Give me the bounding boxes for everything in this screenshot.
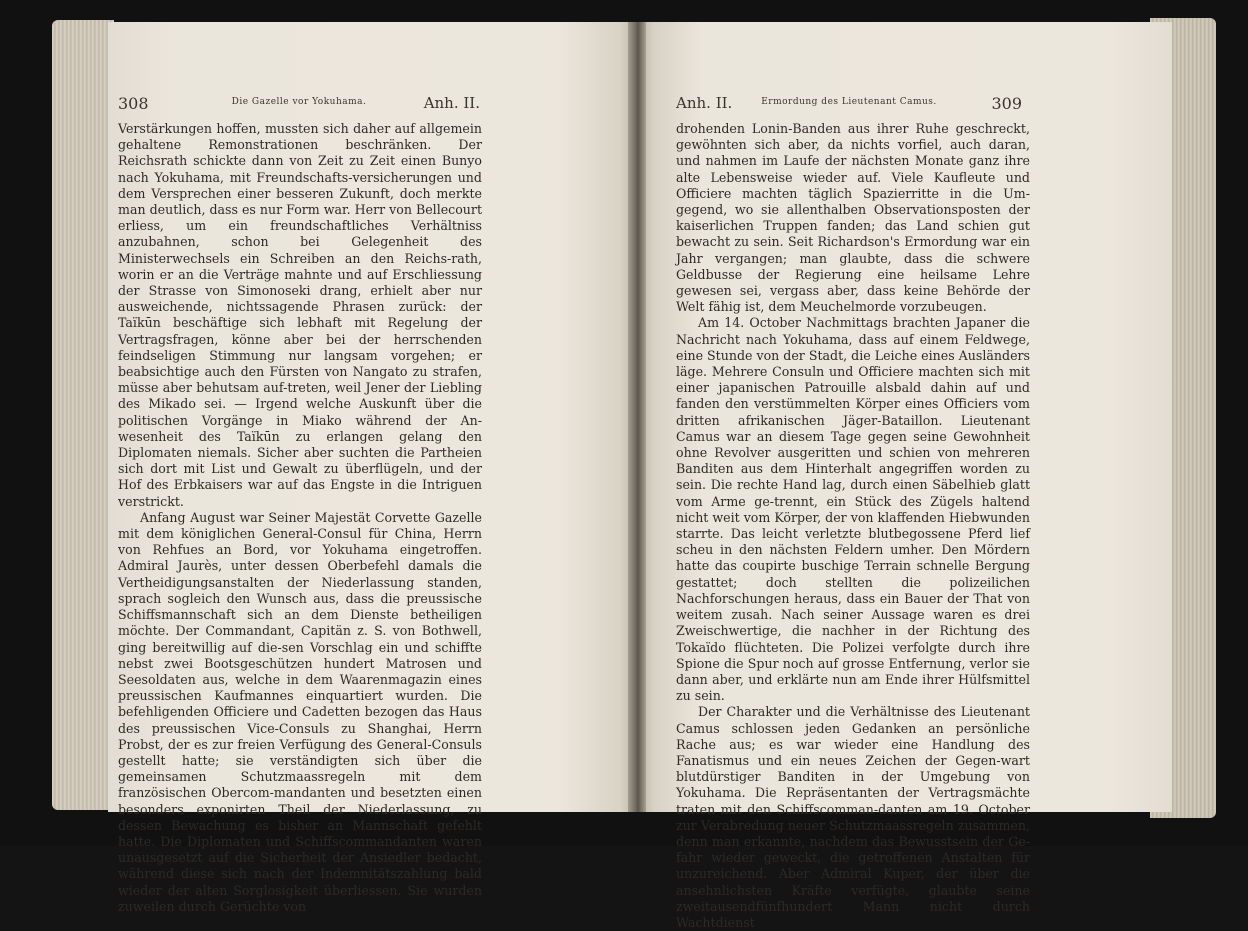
left-body-text [118,121,482,915]
left-section-label: Anh. II. [423,94,480,112]
left-paragraph: Anfang August war Seiner Majestät Corvette Gazelle mit dem königlichen General-Consul für China, Herrn von Rehfues an Bord, vor Yokuhama eingetroffen. Admiral Jaurès, unter dessen Oberbefehl damals die Vertheidigungsanstalten der Niederlassung standen, sprach sogleich den Wunsch aus, dass die preussische Schiffsmannschaft sich an dem Dienste betheiligen möchte. Der Commandant, Capitän z. S. von Bothwell, ging bereitwillig auf die-sen Vorschlag ein und schiffte nebst zwei Bootsgeschützen hundert Matrosen und Seesoldaten aus, welche in dem Waarenmagazin eines preussischen Kaufmannes einquartiert wurden. Die befehligenden Officiere und Cadetten bezogen das Haus des preussischen Vice-Consuls zu Shanghai, Herrn Probst, der es zur freien Verfügung des General-Consuls gestellt hatte; sie verständigten sich über die gemeinsamen Schutzmaassregeln mit dem französischen Obercom-mandanten und besetzten einen besonders exponirten Theil der Niederlassung, zu dessen Bewachung es bisher an Mannschaft gefehlt hatte. Die Diplomaten und Schiffscommandanten waren unausgesetzt auf die Sicherheit der Ansiedler bedacht, während diese sich nach der Indemnitätszahlung bald wieder der alten Sorglosigkeit überliessen. Sie wurden zuweilen durch Gerüchte von [118,509,482,914]
left-page-number: 308 [118,94,149,113]
right-paragraph: Am 14. October Nachmittags brachten Japaner die Nachricht nach Yokuhama, dass auf einem Feldwege, eine Stunde von der Stadt, die Leiche eines Ausländers läge. Mehrere Consuln und Officiere machten sich mit einer japanischen Patrouille alsbald dahin auf und fanden den verstümmelten Körper eines Officiers vom dritten afrikanischen Jäger-Bataillon. Lieutenant Camus war an diesem Tage gegen seine Gewohnheit ohne Revolver ausgeritten und schien von mehreren Banditen aus dem Hinterhalt angegriffen worden zu sein. Die rechte Hand lag, durch einen Säbelhieb glatt vom Arme ge-trennt, ein Stück des Zügels haltend nicht weit vom Körper, der von klaffenden Hiebwunden starrte. Das leicht verletzte blutbegossene Pferd lief scheu in den nächsten Feldern umher. Den Mördern hatte das coupirte buschige Terrain schnelle Bergung gestattet; doch stellten die polizeilichen Nachforschungen heraus, dass ein Bauer der That von weitem zusah. Nach seiner Aussage waren es drei Zweischwertige, die nachher in der Richtung des Tokaïdo flüchteten. Die Polizei verfolgte durch ihre Spione die Spur noch auf grosse Entfernung, verlor sie dann aber, und erklärte nun am Ende ihrer Hülfsmittel zu sein. [676,315,1030,704]
right-section-label: Anh. II. [676,94,733,112]
right-page-number: 309 [991,94,1022,113]
right-running-title: Ermordung des Lieutenant Camus. [761,97,937,107]
left-paragraph: Verstärkungen hoffen, mussten sich daher auf allgemein gehaltene Remonstrationen beschränken. Der Reichsrath schickte dann von Zeit zu Zeit einen Bunyo nach Yokuhama, mit Freundschafts-versicherungen und dem Versprechen einer besseren Zukunft, doch merkte man deutlich, dass es nur Form war. Herr von Bellecourt erliess, um ein freundschaftliches Verhältniss anzubahnen, schon bei Gelegenheit des Ministerwechsels ein Schreiben an den Reichs-rath, worin er an die Verträge mahnte und auf Erschliessung der Strasse von Simonoseki drang, erhielt aber nur ausweichende, nichtssagende Phrasen zurück: der Taïkūn beschäftige sich lebhaft mit Regelung der Vertragsfragen, könne aber bei der herrschenden feindseligen Stimmung nur langsam vorgehen; er beabsichtige auch den Fürsten von Nangato zu strafen, müsse aber behutsam auf-treten, weil Jener der Liebling des Mikado sei. — Irgend welche Auskunft über die politischen Vorgänge in Miako während der An-wesenheit des Taïkūn zu erlangen gelang den Diplomaten niemals. Sicher aber suchten die Partheien sich dort mit List und Gewalt zu überflügeln, und der Hof des Erbkaisers war auf das Engste in die Intriguen verstrickt. [118,121,483,509]
left-running-title: Die Gazelle vor Yokuhama. [231,97,367,107]
right-paragraph: drohenden Lonin-Banden aus ihrer Ruhe geschreckt, gewöhnten sich aber, da nichts vorfiel, auch daran, und nahmen im Laufe der nächsten Monate ganz ihre alte Lebensweise wieder auf. Viele Kaufleute und Officiere machten täglich Spazierritte in die Um-gegend, wo sie allenthalben Observationsposten der kaiserlichen Truppen fanden; das Land schien gut bewacht zu sein. Seit Richardson's Ermordung war ein Jahr vergangen; man glaubte, dass die schwere Geldbusse der Regierung eine heilsame Lehre gewesen sei, vergass aber, dass keine Behörde der Welt fähig ist, dem Meuchelmorde vorzubeugen. [676,121,1030,315]
right-body-text [676,121,1030,931]
left-page-header [118,94,480,114]
right-page-header [676,94,1022,114]
right-paragraph: Der Charakter und die Verhältnisse des Lieutenant Camus schlossen jeden Gedanken an persönliche Rache aus; es war wieder eine Handlung des Fanatismus und ein neues Zeichen der Gegen-wart blutdürstiger Banditen in der Umgebung von Yokuhama. Die Repräsentanten der Vertragsmächte traten mit den Schiffscomman-danten am 19. October zur Verabredung neuer Schutzmaassregeln zusammen, denn man erkannte, nachdem das Bewusstsein der Ge-fahr wieder geweckt, die getroffenen Anstalten für unzureichend. Aber Admiral Kuper, der über die ansehnlichsten Kräfte verfügte, glaubte seine zweitausendfünfhundert Mann nicht durch Wachtdienst [676,704,1030,930]
